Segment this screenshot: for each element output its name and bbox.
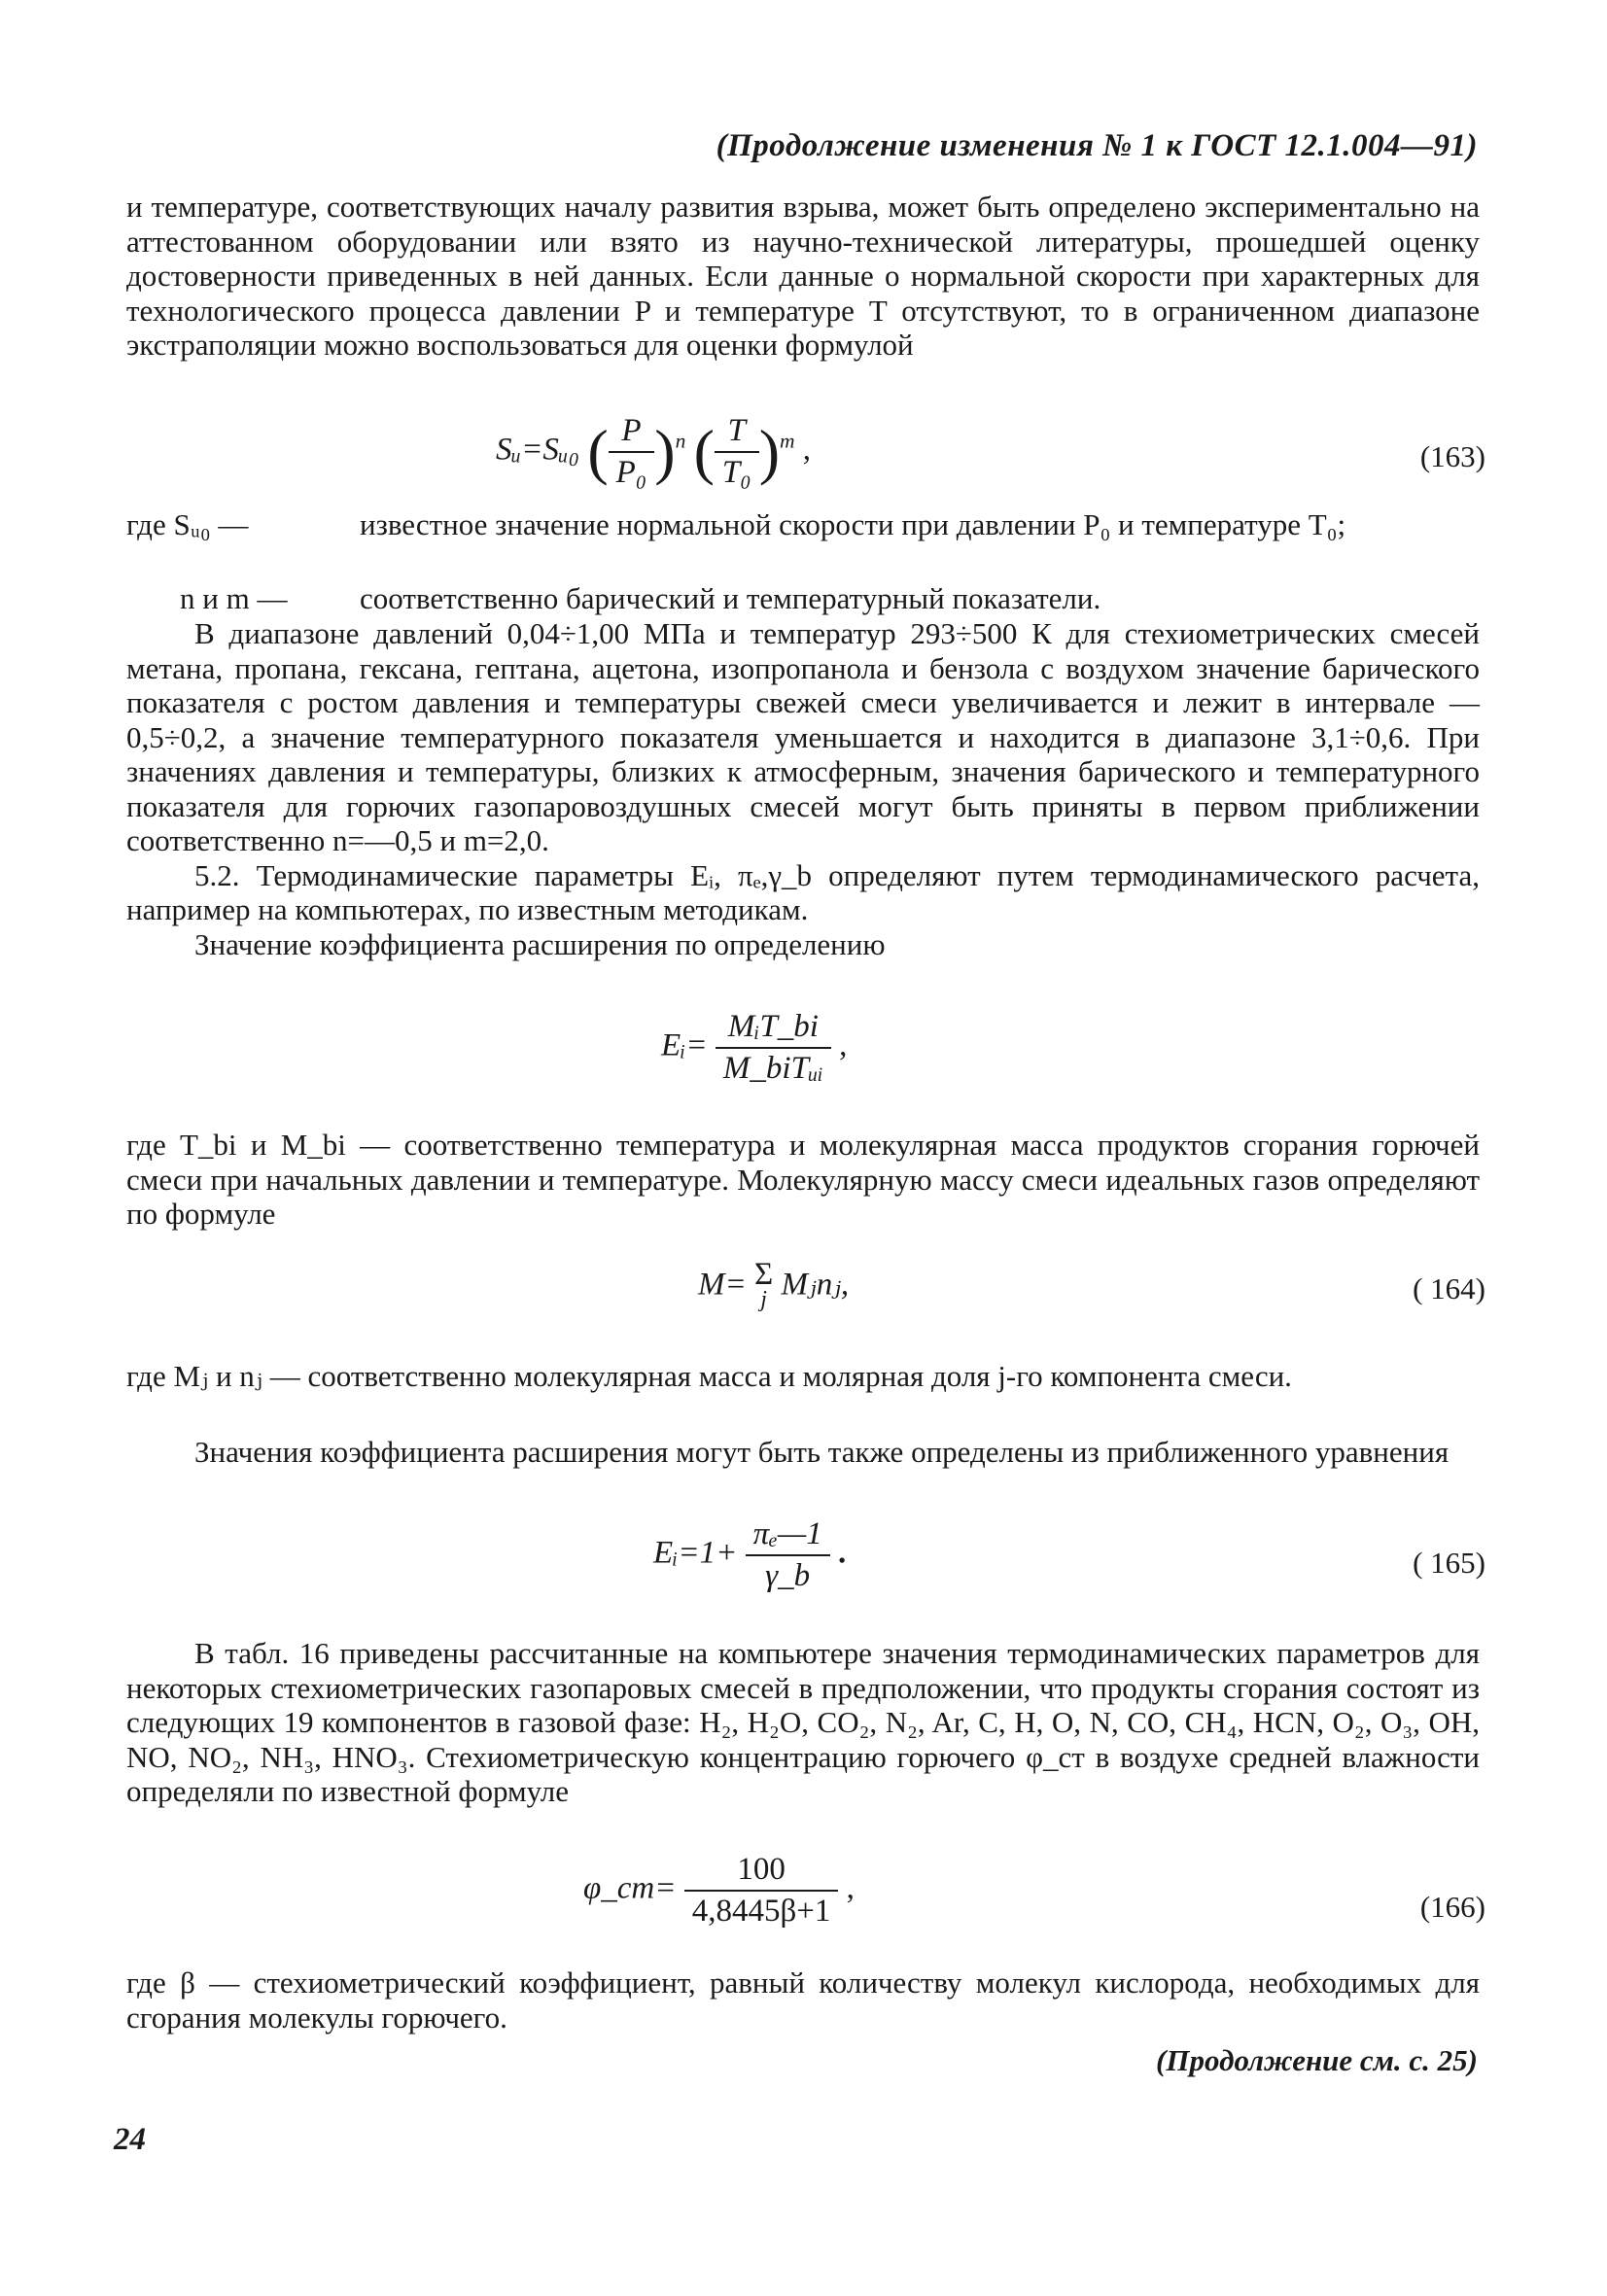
where-163-text-2: соответственно барический и температурный показатели. [360, 581, 1101, 615]
paragraph-range: В диапазоне давлений 0,04÷1,00 МПа и температур 293÷500 К для стехиометрических смесей метана, пропана, гексана, гептана, ацетона, изопропанола и бензола с воздухом значение барического показателя с ростом давления и температуры свежей смеси увеличивается и лежит в интервале —0,5÷0,2, а значение температурного показателя уменьшается и находится в диапазоне 3,1÷0,6. При значениях давления и температуры, близких к атмосферным, значения барического и температурного показателя для горючих газопаровоздушных смесей могут быть приняты в первом приближении соответственно n=—0,5 и m=2,0. 5.2. Термодинамические параметры Eᵢ, πₑ,γ_b определяют путем термодинамического расчета, например на компьютерах, по известным методикам. Значение коэффициента расширения по определению [126, 616, 1480, 961]
equation-165-number: ( 165) [1413, 1546, 1485, 1580]
equation-164-number: ( 164) [1413, 1271, 1485, 1305]
equation-163: Sᵤ=Sᵤ₀ ( $\frac{P}{\text{P₀}}$ )$^n$ ( $\frac{T}{\text{T₀}}$ )$^m$ , [496, 413, 811, 490]
where-163-label-2: n и m — [180, 581, 288, 615]
equation-166-number: (166) [1419, 1890, 1485, 1924]
where-163-label-1: где Sᵤ₀ — [126, 507, 249, 541]
continuation-note: (Продолжение см. с. 25) [1156, 2043, 1478, 2077]
paragraph-where-m: где Mⱼ и nⱼ — соответственно молекулярная масса и молярная доля j-го компонента смеси. [126, 1359, 1292, 1393]
where-163-text-1: известное значение нормальной скорости при давлении P₀ и температуре T₀; [360, 507, 1346, 541]
page-header: (Продолжение изменения № 1 к ГОСТ 12.1.004—91) [716, 128, 1478, 163]
equation-163-number: (163) [1419, 439, 1485, 473]
page-number: 24 [114, 2122, 146, 2157]
paragraph-approx: Значения коэффициента расширения могут быть также определены из приближенного уравнения [194, 1435, 1450, 1469]
equation-166: φ_ст= $\frac{100}{4,8445\beta+1}$ , [583, 1852, 855, 1929]
paragraph-where-t: где T_bi и M_bi — соответственно температура и молекулярная масса продуктов сгорания горючей смеси при начальных давлении и температуре. Молекулярную массу смеси идеальных газов определяют по формуле [126, 1128, 1480, 1231]
paragraph-beta: где β — стехиометрический коэффициент, равный количеству молекул кислорода, необходимых для сгорания молекулы горючего. [126, 1966, 1480, 2035]
paragraph-intro: и температуре, соответствующих началу развития взрыва, может быть определено экспериментально на аттестованном оборудовании или взято из научно-технической литературы, прошедшей оценку достоверности приведенных в ней данных. Если данные о нормальной скорости при характерных для технологического процесса давлении P и температуре T отсутствуют, то в ограниченном диапазоне экстраполяции можно воспользоваться для оценки формулой [126, 190, 1480, 362]
paragraph-table: В табл. 16 приведены рассчитанные на компьютере значения термодинамических параметров для некоторых стехиометрических газопаровых смесей в предположении, что продукты сгорания состоят из следующих 19 компонентов в газовой фазе: H₂, H₂O, CO₂, N₂, Ar, C, H, O, N, CO, CH₄, HCN, O₂, O₃, OH, NO, NO₂, NH₃, HNO₃. Стехиометрическую концентрацию горючего φ_ст в воздухе средней влажности определяли по известной формуле [126, 1636, 1480, 1808]
equation-164: M= Σ j Mⱼnⱼ, [698, 1257, 850, 1312]
equation-165: Eᵢ=1+ $\frac{\text{πₑ—1}}{\gamma\_b}$ . [653, 1516, 847, 1593]
equation-expansion: Eᵢ= $\frac{\text{MᵢT\_bi}}{\text{M\_biTᵤᵢ}}$ , [661, 1009, 848, 1086]
